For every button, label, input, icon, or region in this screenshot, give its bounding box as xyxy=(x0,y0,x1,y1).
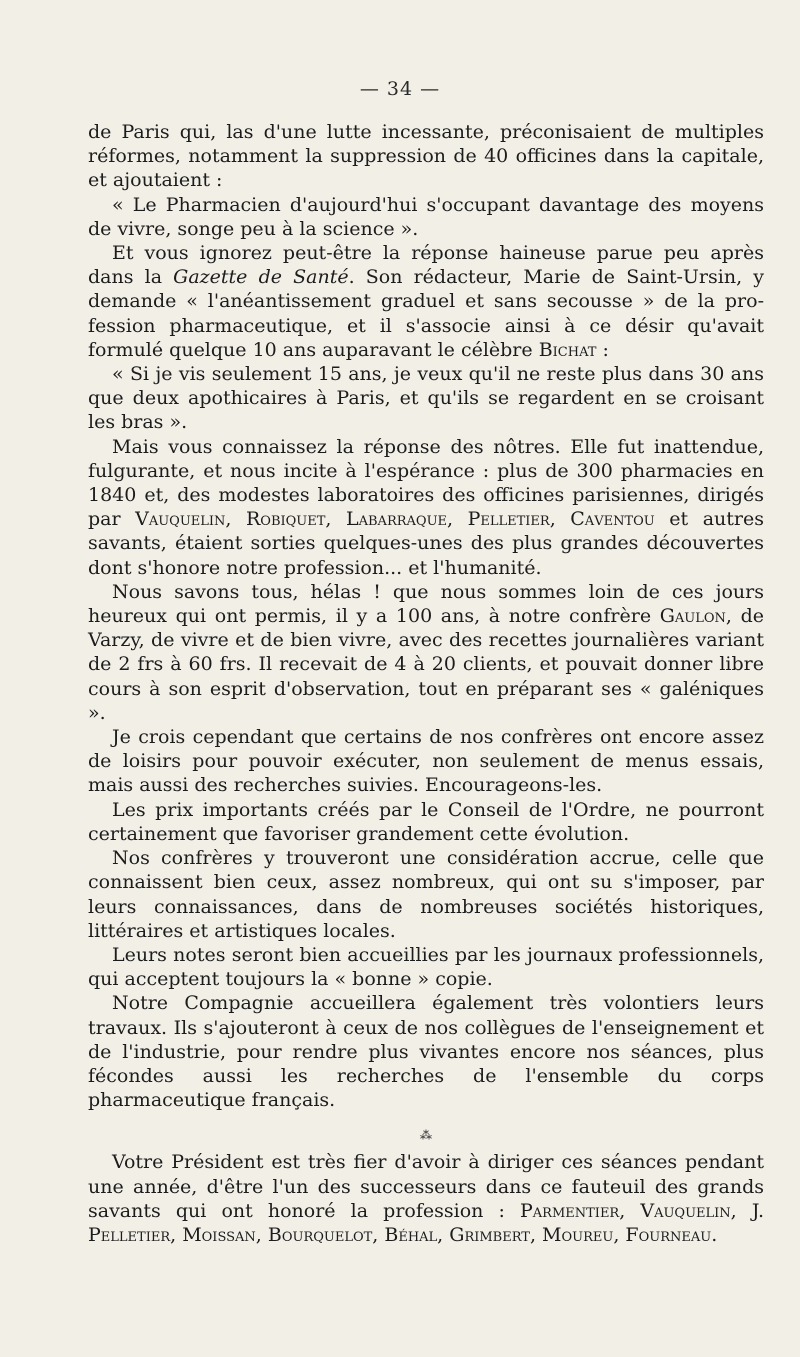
paragraph-final-part-1: Votre Président est très fier d'avoir à diriger ces séances pendant une année, d'être l'un des successeurs dans ce fauteuil des grands savants qui ont honoré la profession : xyxy=(88,1151,764,1222)
paragraph-7: Je crois cependant que certains de nos confrères ont encore assez de loisirs pour pouvoir exécuter, non seulement de menus essais, mais aussi des recherches suivies. Encourageons-les. xyxy=(88,726,764,797)
paragraph-8: Les prix importants créés par le Conseil de l'Ordre, ne pourront certainement que favoriser grandement cette évolution. xyxy=(88,798,764,845)
paragraph-final-part-2: . xyxy=(711,1223,718,1246)
name-gaulon: Gaulon xyxy=(659,605,726,628)
paragraph-1: de Paris qui, las d'une lutte incessante, préconisaient de multiples réformes, notamment la suppression de 40 officines dans la capitale, et ajoutaient : xyxy=(88,121,764,192)
paragraph-5 xyxy=(88,435,764,580)
paragraph-11: Notre Compagnie accueillera également très volontiers leurs travaux. Ils s'ajouteront à ceux de nos collègues de l'enseignement et de l'industrie, pour rendre plus vivantes encore nos séances, plus fécondes aussi les recherches de l'ensemble du corps pharmaceutique français. xyxy=(88,992,764,1112)
paragraph-3-part-1: Et vous ignorez peut-être la réponse haineuse parue peu après dans la xyxy=(88,242,764,289)
paragraph-final xyxy=(88,1150,764,1247)
paragraph-9: Nos confrères y trouveront une considération accrue, celle que connaissent bien ceux, assez nombreux, qui ont su s'imposer, par leurs connaissances, dans de nombreuses sociétés historiques, littéraires et artistiques locales. xyxy=(88,847,764,942)
paragraph-6-part-1: Nous savons tous, hélas ! que nous sommes loin de ces jours heureux qui ont permis, il y a 100 ans, à notre confrère xyxy=(88,580,764,628)
section-separator: ⁂ xyxy=(420,1128,432,1143)
names-presidents: Parmentier, Vauquelin, J. Pelletier, Moissan, Bourquelot, Béhal, Grimbert, Moureu, Fourneau xyxy=(88,1199,765,1246)
paragraph-10: Leurs notes seront bien accueillies par les journaux professionnels, qui acceptent toujours la « bonne » copie. xyxy=(88,943,764,991)
paragraph-3 xyxy=(88,241,764,362)
paragraph-6-part-2: , de Varzy, de vivre et de bien vivre, avec des recettes journalières variant de 2 frs à 60 frs. Il recevait de 4 à 20 clients, et pouvait donner libre cours à son esprit d'observation, tout en préparant ses « galéniques ». xyxy=(88,605,764,724)
paragraph-3-part-3: : xyxy=(596,338,609,361)
name-bichat: Bichat xyxy=(538,338,597,361)
paragraph-5-part-2: et autres savants, étaient sorties quelques-unes des plus grandes découvertes dont s'honore notre profession... et l'humanité. xyxy=(88,508,764,579)
paragraph-3-part-2: . Son rédacteur, Marie de Saint-Ursin, y demande « l'anéantissement graduel et sans secousse » de la profession pharmaceutique, et il s'associe ainsi à ce désir qu'avait formulé quelque 10 ans auparavant le célèbre xyxy=(88,266,764,361)
body-text xyxy=(88,120,764,1247)
page-number: — 34 — xyxy=(359,78,441,100)
names-chemists: Vauquelin, Robiquet, Labarraque, Pelletier, Caventou xyxy=(135,508,655,531)
paragraph-4: « Si je vis seulement 15 ans, je veux qu'il ne reste plus dans 30 ans que deux apothicaires à Paris, et qu'ils se regardent en se croisant les bras ». xyxy=(88,363,764,434)
journal-title: Gazette de Santé xyxy=(173,266,349,289)
paragraph-5-part-1: Mais vous connaissez la réponse des nôtres. Elle fut inattendue, fulgurante, et nous incite à l'espérance : plus de 300 pharmacies en 1840 et, des modestes laboratoires des officines parisiennes, dirigés par xyxy=(88,435,764,531)
paragraph-6 xyxy=(88,580,764,725)
paragraph-2: « Le Pharmacien d'aujourd'hui s'occupant davantage des moyens de vivre, songe peu à la science ». xyxy=(88,193,764,240)
